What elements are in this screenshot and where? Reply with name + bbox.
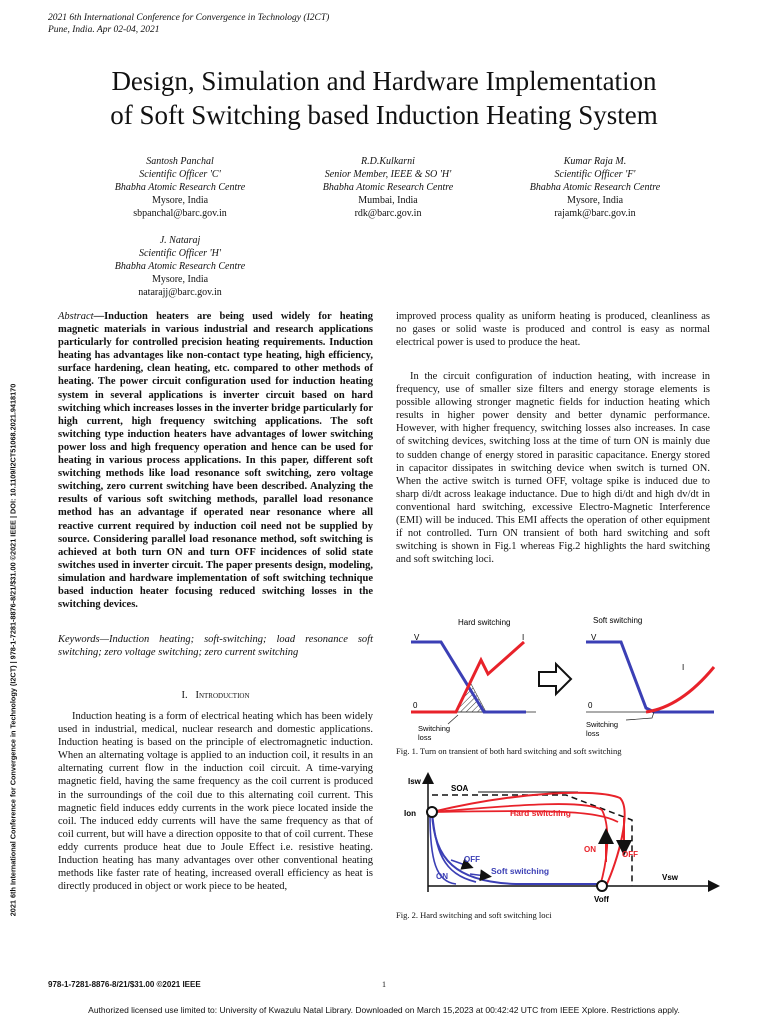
fig1-zero-left: 0 [413,701,418,710]
author-email[interactable]: sbpanchal@barc.gov.in [133,208,227,219]
author-city: Mysore, India [151,195,209,206]
fig1-v-label-right: V [591,633,597,642]
author-block-2 [278,155,498,220]
figure-2 [396,770,726,905]
abstract [58,310,373,611]
fig2-voff-point [597,881,607,891]
author-city: Mumbai, India [358,195,418,206]
fig1-i-label-right: I [682,663,685,672]
footer-authorized-use: Authorized licensed use limited to: University of Kwazulu Natal Library. Downloaded on March 15,2023 at 00:42:42 UTC from IEEE Xplore. Restrictions apply. [88,1005,680,1015]
author-title: Scientific Officer 'H' [138,248,222,259]
conference-location: Pune, India. Apr 02-04, 2021 [48,25,160,35]
abstract-label: Abstract [58,311,94,322]
fig1-i-label-left: I [522,633,525,642]
fig1-loss-pointer-right [626,712,654,720]
right-paragraph-1: improved process quality as uniform heating is produced, cleanliness as no gases or solid waste is produced and control is easy as normal electrical power is used to produce the heat. [396,311,710,349]
fig2-soft-off-label: OFF [464,855,480,864]
fig1-zero-right: 0 [588,701,593,710]
author-org: Bhabha Atomic Research Centre [322,182,454,193]
author-city: Mysore, India [151,274,209,285]
fig1-transition-arrow [539,664,571,694]
keywords: Keywords—Induction heating; soft-switching; load resonance soft switching; zero voltage switching; zero current switching [58,634,373,659]
fig2-vsw-label: Vsw [662,873,679,882]
abstract-text: —Induction heaters are being used widely for heating magnetic materials in various industrial and research applications particularly for controlled precision heating requirements. Induction heating has advantages like non-contact type heating, high efficiency, surface hardening, clean heating, etc. compared to other methods of heating. The power circuit configuration used for induction heating system in several applications is inverter circuit based on hard switching which increases losses in the inverter bridge particularly for high current, high frequency switching applications. The soft switching type induction heaters have advantages of lower switching power loss and high frequency operation and hence can be used for heating in various process applications. In this paper, different soft switching methods like load resonance soft switching, zero voltage switching, zero current switching have been described. Analyzing the results of various soft switching methods, parallel load resonance method has an advantage if operated near resonance where all reactive current required by induction coil need not be supplied by source. Considering parallel load resonance method, soft switching is achieved at both turn ON and turn OFF incidences of solid state switches used in inverter circuit. The paper presents design, modeling, simulation and hardware implementation of soft switching technique based induction heater focusing reduced switching losses in the switching devices. [58,311,373,611]
footer-copyright: 978-1-7281-8876-8/21/$31.00 ©2021 IEEE [48,980,201,989]
fig1-v-label-left: V [414,633,420,642]
title-line-1: Design, Simulation and Hardware Implementation [111,66,657,96]
author-name: R.D.Kulkarni [361,156,415,167]
author-email[interactable]: natarajj@barc.gov.in [138,287,222,298]
fig2-ion-label: Ion [404,809,416,818]
fig2-hard-label: Hard switching [510,808,571,818]
fig2-soft-arrow [470,874,486,876]
author-email[interactable]: rajamk@barc.gov.in [554,208,636,219]
conference-header [48,12,329,36]
fig2-soft-on-label: ON [436,872,448,881]
fig2-ion-point [427,807,437,817]
section-title: Introduction [195,690,250,701]
paper-title [20,64,748,132]
fig1-soft-current [646,667,714,712]
author-title: Scientific Officer 'C' [139,169,221,180]
fig2-soft-label: Soft switching [491,866,550,876]
fig2-hard-off-label: OFF [622,850,638,859]
fig1-soft-title: Soft switching [593,616,643,625]
author-org: Bhabha Atomic Research Centre [529,182,661,193]
figure-1-caption: Fig. 1. Turn on transient of both hard switching and soft switching [396,746,622,756]
title-line-2: of Soft Switching based Induction Heating System [110,100,658,130]
fig1-hard-title: Hard switching [458,618,511,627]
right-paragraph-2: In the circuit configuration of induction heating, with increase in frequency, use of smaller size filters and energy storage elements is possible allowing stronger magnetic fields for induction heating which results in higher power density and better dynamic performance. However, with higher frequency, switching losses also increases. In case of switching devices, switching loss at the time of turn ON is mainly due to sudden change of energy stored in parasitic capacitance. Energy stored in capacitor dissipates in switching device when switch is turned ON. When the active switch is turned OFF, voltage spike is induced due to sharp di/dt across leakage inductance. Due to high di/dt and high dv/dt in conventional hard switching, excessive Electro-Magnetic Interference (EMI) will be induced. This EMI affects the operation of other equipment if not controlled. Turn ON transient of both hard switching and soft switching is shown in Fig.1 whereas Fig.2 highlights the hard switching and soft switching loci. [396,371,710,566]
fig1-loss-pointer-left [448,715,458,724]
page-number: 1 [382,980,386,989]
fig1-loss-label-left-1: Switching [418,724,451,733]
side-doi-text: 2021 6th International Conference for Convergence in Technology (I2CT) | 978-1-7281-8876-8/21/$31.00 ©2021 IEEE | DOI: 10.1109/I2CT51068.2021.9418170 [8,383,18,917]
side-doi-strip [6,320,20,980]
author-block-4 [70,234,290,299]
figure-1 [396,612,726,742]
fig1-soft-voltage [586,642,714,712]
author-title: Scientific Officer 'F' [554,169,636,180]
fig2-soa-label: SOA [451,784,469,793]
fig1-loss-label-right-2: loss [586,729,600,738]
author-email[interactable]: rdk@barc.gov.in [354,208,422,219]
fig2-voff-label: Voff [594,895,609,904]
author-block-3 [485,155,705,220]
author-name: Santosh Panchal [146,156,214,167]
fig2-isw-label: Isw [408,777,421,786]
author-name: J. Nataraj [159,235,201,246]
fig1-loss-label-left-2: loss [418,733,432,742]
fig2-hard-on-label: ON [584,845,596,854]
fig1-loss-label-right-1: Switching [586,720,619,729]
section-number: I. [181,690,188,701]
author-title: Senior Member, IEEE & SO 'H' [324,169,452,180]
figure-2-caption: Fig. 2. Hard switching and soft switching loci [396,910,552,920]
author-block-1 [70,155,290,220]
author-name: Kumar Raja M. [563,156,627,167]
author-org: Bhabha Atomic Research Centre [114,261,246,272]
intro-paragraph: Induction heating is a form of electrical heating which has been widely used in industrial, medical, nuclear research and domestic applications. Induction heating is based on the principle of electromagnetic induction. When an alternating voltage is applied to an induction coil, it results in an alternating current flow in the induction coil circuit. A time-varying magnetic field, having the same frequency as the coil current is produced in the surroundings of the coil due to this alternating coil current. This magnetic field induces eddy currents in the work piece located inside the coil. The induced eddy currents will have the same frequency as that of coil current, but will have a direction opposite to that of coil current. These eddy currents produce heat due to Joule Effect i.e. resistive heating. Induction heating has many advantages over other conventional heating methods like faster rate of heating, increased overall efficiency as heat is directly produced in object or work piece to be heated, [58,711,373,893]
author-city: Mysore, India [566,195,624,206]
section-heading-introduction [58,690,373,701]
author-org: Bhabha Atomic Research Centre [114,182,246,193]
conference-name: 2021 6th International Conference for Convergence in Technology (I2CT) [48,13,330,23]
